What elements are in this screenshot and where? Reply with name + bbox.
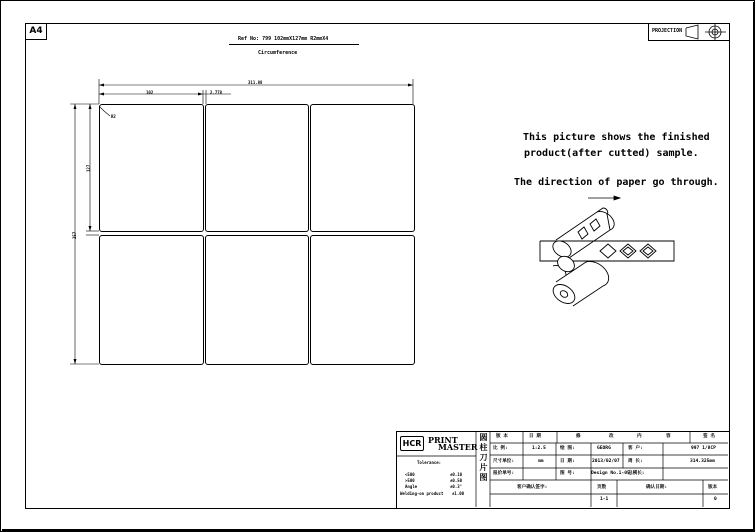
drawing-type-char: 柱 bbox=[479, 443, 488, 452]
tolerance-value: ±0.10 bbox=[450, 472, 463, 477]
dim-card-width: 102 bbox=[146, 90, 154, 95]
label-card bbox=[205, 235, 309, 365]
tb-drawn-by-label: 绘 图: bbox=[560, 446, 575, 451]
note-line-1: This picture shows the finished bbox=[523, 132, 710, 143]
company-logo: HCR bbox=[400, 436, 424, 451]
tb-signature-header: 签 名 bbox=[703, 434, 715, 439]
tb-unit-value: mm bbox=[538, 459, 544, 464]
tolerance-value: ±0.50 bbox=[450, 478, 463, 483]
dim-card-height: 127 bbox=[86, 164, 91, 172]
projection-symbol-icon bbox=[686, 24, 726, 40]
tb-drawn-by-value: GEORG bbox=[597, 446, 611, 451]
note-line-2: product(after cutted) sample. bbox=[524, 148, 699, 159]
tb-pages-value: 1-1 bbox=[600, 497, 609, 502]
tb-unit-label: 尺寸单位: bbox=[493, 459, 515, 464]
tolerance-title: Tolerance: bbox=[417, 460, 442, 465]
dim-gap: 2.778 bbox=[210, 90, 223, 95]
label-card bbox=[310, 235, 415, 365]
tb-date-label: 日 期: bbox=[560, 459, 575, 464]
tb-revision-char: 修 bbox=[576, 434, 581, 439]
tb-quote-label: 报价单号: bbox=[493, 471, 515, 476]
tb-customer-value: 997 1/8CP bbox=[691, 446, 716, 451]
tb-version-header: 版 本 bbox=[496, 434, 508, 439]
note-line-3: The direction of paper go through. bbox=[514, 177, 719, 188]
tb-date-header: 日 期 bbox=[529, 434, 541, 439]
reference-underline bbox=[229, 44, 359, 45]
circumference-label: Circumference bbox=[258, 50, 298, 56]
drawing-type-char: 片 bbox=[479, 463, 488, 472]
tolerance-label: >500 bbox=[405, 478, 415, 483]
drawing-type-title bbox=[478, 433, 489, 483]
drawing-type-char: 圆 bbox=[479, 433, 488, 442]
tb-confirm-date-label: 确认日期: bbox=[646, 485, 668, 490]
label-card bbox=[205, 104, 309, 232]
tolerance-label: Welding-on product bbox=[400, 491, 444, 496]
label-card bbox=[99, 235, 204, 365]
sheet-size-label: A4 bbox=[26, 24, 47, 40]
tb-pages-label: 页数 bbox=[597, 485, 607, 490]
dim-total-width: 311.88 bbox=[248, 80, 263, 85]
tb-revision-char: 改 bbox=[609, 434, 614, 439]
dim-total-height: 257 bbox=[72, 231, 77, 239]
company-name-line2: MASTER bbox=[438, 442, 478, 452]
projection-label: PROJECTION bbox=[652, 28, 683, 34]
company-name-line1: PRINT bbox=[428, 435, 458, 445]
tolerance-value: ±1.00 bbox=[452, 491, 465, 496]
dim-corner-radius: R2 bbox=[111, 114, 116, 119]
tb-version-label: 版本 bbox=[708, 485, 718, 490]
drawing-type-char: 刀 bbox=[479, 453, 488, 462]
label-card bbox=[310, 104, 415, 232]
tb-customer-signature-label: 客户确认签字: bbox=[517, 485, 548, 490]
label-card bbox=[99, 104, 204, 232]
tb-revision-char: 内 bbox=[637, 434, 642, 439]
tb-circumference-value: 314.325mm bbox=[690, 459, 715, 464]
tb-version-value: 0 bbox=[714, 497, 717, 502]
feed-direction-arrow-icon bbox=[588, 196, 620, 200]
tb-revision-char: 容 bbox=[666, 434, 671, 439]
tb-customer-label: 客 户: bbox=[628, 446, 643, 451]
drawing-type-char: 图 bbox=[479, 473, 488, 482]
tb-date-value: 2013/02/07 bbox=[592, 459, 620, 464]
tb-drawing-no-label: 图 号: bbox=[560, 471, 575, 476]
tb-total-length-label: 总模长: bbox=[628, 471, 645, 476]
rotary-die-illustration bbox=[540, 208, 674, 307]
reference-number: Ref No: 799 102mmX127mm R2mmX4 bbox=[238, 36, 329, 42]
tolerance-value: ±0.3° bbox=[450, 484, 463, 489]
tb-drawing-no-value: Design No.1-05 bbox=[591, 471, 630, 476]
tb-circumference-label: 周 长: bbox=[628, 459, 643, 464]
tb-scale-value: 1:2.5 bbox=[532, 446, 546, 451]
tb-scale-label: 比 例: bbox=[493, 446, 508, 451]
tolerance-label: Angle bbox=[405, 484, 418, 489]
tolerance-label: <500 bbox=[405, 472, 415, 477]
